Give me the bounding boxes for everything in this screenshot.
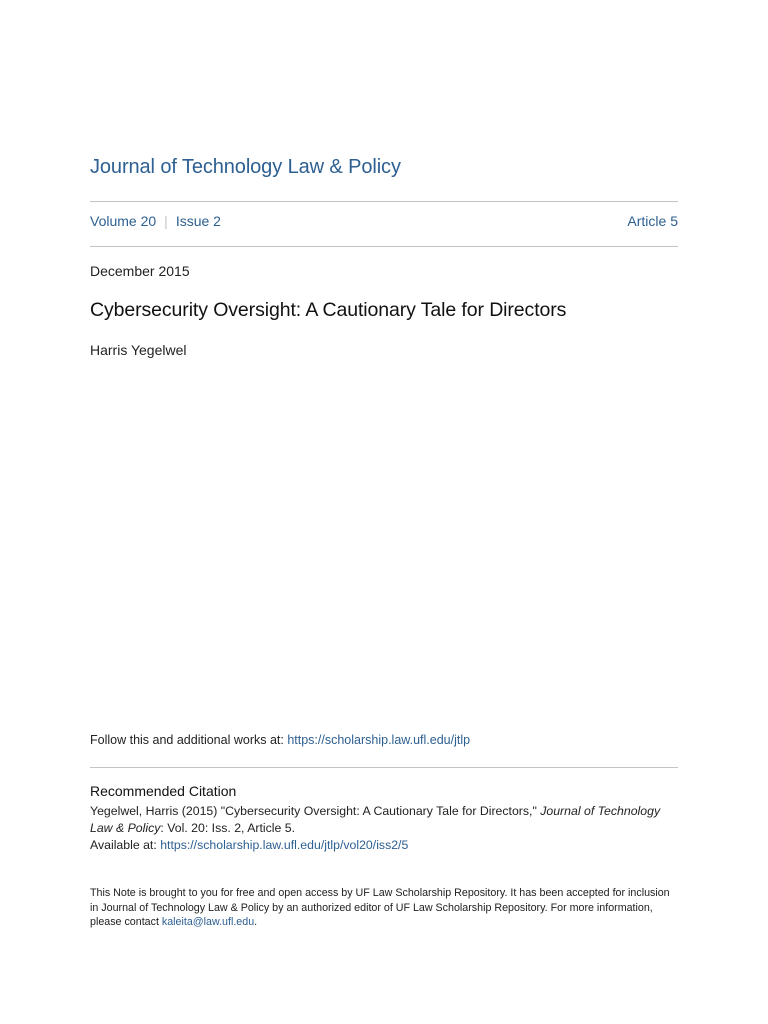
journal-title-link[interactable]: Journal of Technology Law & Policy — [90, 156, 401, 178]
citation-divider — [90, 767, 678, 768]
cover-page — [90, 0, 678, 1024]
volume-link[interactable]: Volume 20 — [90, 213, 157, 229]
follow-prefix: Follow this and additional works at: — [90, 733, 288, 747]
access-note — [90, 886, 678, 930]
citation-journal: Journal of Technology Law & Policy — [90, 804, 661, 835]
issue-bar — [90, 213, 678, 229]
article-title: Cybersecurity Oversight: A Cautionary Tale for Directors — [90, 299, 567, 321]
available-prefix: Available at: — [90, 838, 161, 852]
citation-text: Yegelwel, Harris (2015) "Cybersecurity Oversight: A Cautionary Tale for Directors," — [90, 804, 541, 818]
citation-block — [90, 803, 678, 854]
issue-separator: | — [164, 213, 168, 229]
issue-link[interactable]: Issue 2 — [175, 213, 221, 229]
publication-date: December 2015 — [90, 263, 190, 279]
note-text: This Note is brought to you for free and open access by UF Law Scholarship Repository. It has been accepted for inclusion in Journal of Technology Law & Policy by an authorized editor of UF Law Scholarship Repository. For more information, please contact — [90, 887, 670, 929]
citation-volume: : Vol. 20: Iss. 2, Article 5. — [160, 821, 296, 835]
contact-email-link[interactable]: kaleita@law.ufl.edu — [161, 916, 255, 929]
top-divider — [90, 201, 678, 202]
recommended-citation-heading: Recommended Citation — [90, 783, 237, 799]
article-number-link[interactable]: Article 5 — [627, 213, 678, 229]
follow-line — [90, 733, 470, 747]
follow-link[interactable]: https://scholarship.law.ufl.edu/jtlp — [287, 733, 471, 747]
available-link[interactable]: https://scholarship.law.ufl.edu/jtlp/vol20/iss2/5 — [160, 838, 409, 852]
author-name: Harris Yegelwel — [90, 342, 187, 358]
bottom-divider — [90, 246, 678, 247]
note-suffix: . — [254, 916, 258, 929]
